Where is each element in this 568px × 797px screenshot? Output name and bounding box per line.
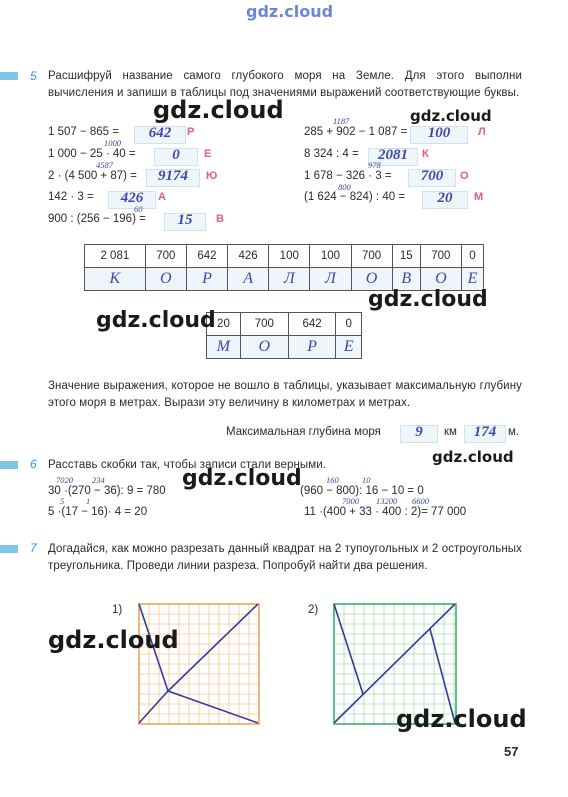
task-number: 5 <box>30 69 37 83</box>
handwritten-note: 7000 <box>342 496 359 506</box>
watermark: gdz.cloud <box>182 466 302 491</box>
equation: 30 ·(270 − 36): 9 = 780 <box>48 485 166 497</box>
m-box: 174 <box>464 425 506 443</box>
table-cell: 700 <box>351 245 392 268</box>
grid <box>139 604 259 724</box>
letter: К <box>422 148 429 160</box>
watermark: gdz.cloud <box>410 107 492 125</box>
table-cell: 700 <box>420 245 461 268</box>
solution-label: 1) <box>112 604 123 616</box>
answer-box: 642 <box>134 126 186 144</box>
table-cell: Р <box>186 268 227 291</box>
table-cell: 700 <box>145 245 186 268</box>
task-marker <box>0 461 18 469</box>
watermark: gdz.cloud <box>246 2 334 21</box>
watermark: gdz.cloud <box>368 287 488 312</box>
handwritten-note: 800 <box>338 182 351 192</box>
letter: Л <box>478 126 486 138</box>
expression: 285 + 902 − 1 087 = <box>304 126 408 138</box>
table-cell: В <box>392 268 420 291</box>
table-cell: О <box>420 268 461 291</box>
task-text: Расшифруй название самого глубокого моря на Земле. Для этого выполни вычисления и запиши в таблицы под значениями выражений соответствующие буквы. <box>48 70 522 99</box>
handwritten-note: 5 <box>60 496 65 506</box>
m-unit: м. <box>508 426 520 438</box>
answer-box: 15 <box>164 213 206 231</box>
letter: М <box>474 191 484 203</box>
cipher-table-2 <box>206 312 362 359</box>
task-number: 6 <box>30 457 37 471</box>
handwritten-note: 60 <box>134 204 143 214</box>
answer-box: 9174 <box>146 169 200 187</box>
letter: Е <box>204 148 212 160</box>
handwritten-note: 4587 <box>96 160 113 170</box>
expression: (1 624 − 824) : 40 = <box>304 191 406 203</box>
letter: Ю <box>206 170 218 182</box>
expression: 1 678 − 326 · 3 = <box>304 170 392 182</box>
table-cell: 642 <box>186 245 227 268</box>
answer-box: 0 <box>154 148 198 166</box>
answer-box: 2081 <box>368 148 418 166</box>
watermark: gdz.cloud <box>48 626 179 654</box>
answer-box: 20 <box>422 191 468 209</box>
task-marker <box>0 545 18 553</box>
table-cell: 642 <box>288 313 336 336</box>
depth-text: Значение выражения, которое не вошло в таблицы, указывает максимальную глубину этого моря в метрах. Вырази эту величину в километрах и метрах. <box>48 380 522 409</box>
table-cell: Л <box>310 268 351 291</box>
table-cell: 0 <box>336 313 362 336</box>
letter: А <box>158 191 166 203</box>
letter: О <box>460 170 469 182</box>
watermark: gdz.cloud <box>153 96 284 124</box>
depth-label: Максимальная глубина моря <box>226 426 381 438</box>
table-cell: Л <box>269 268 310 291</box>
equation: 11 ·(400 + 33 · 400 : 2)= 77 000 <box>304 506 467 518</box>
handwritten-note: 160 <box>326 475 339 485</box>
table-cell: Р <box>288 336 336 359</box>
watermark: gdz.cloud <box>396 705 527 733</box>
handwritten-note: 1 <box>86 496 91 506</box>
page-number: 57 <box>504 744 519 759</box>
task-text: Расставь скобки так, чтобы записи стали верными. <box>48 459 327 471</box>
table-cell: 0 <box>461 245 483 268</box>
equation: 5 ·(17 − 16)· 4 = 20 <box>48 506 148 518</box>
task-text: Догадайся, как можно разрезать данный квадрат на 2 тупоугольных и 2 остроугольных треугольника. Проведи линии разреза. Попробуй найти два решения. <box>48 543 522 572</box>
table-cell: 100 <box>269 245 310 268</box>
answer-box: 700 <box>408 169 456 187</box>
letter: Р <box>187 126 195 138</box>
table-cell: О <box>351 268 392 291</box>
handwritten-note: 1187 <box>333 116 350 126</box>
table-cell: К <box>85 268 146 291</box>
handwritten-note: 13200 <box>376 496 398 506</box>
cipher-table <box>84 244 484 291</box>
handwritten-note: 10 <box>362 475 371 485</box>
table-cell: Е <box>461 268 483 291</box>
expression: 900 : (256 − 196) = <box>48 213 146 225</box>
table-cell: 700 <box>240 313 288 336</box>
letter: В <box>216 213 224 225</box>
expression: 1 507 − 865 = <box>48 126 119 138</box>
table-row-letters <box>207 336 362 359</box>
expression: 8 324 : 4 = <box>304 148 359 160</box>
table-cell: 20 <box>207 313 241 336</box>
km-unit: км <box>444 426 457 438</box>
answer-box: 100 <box>410 126 468 144</box>
watermark: gdz.cloud <box>96 308 216 333</box>
handwritten-note: 234 <box>92 475 105 485</box>
table-cell: 2 081 <box>85 245 146 268</box>
handwritten-note: 1000 <box>104 138 121 148</box>
table-row-values <box>85 245 484 268</box>
table-cell: О <box>240 336 288 359</box>
solution-label: 2) <box>308 604 319 616</box>
table-cell: А <box>228 268 269 291</box>
handwritten-note: 6600 <box>412 496 429 506</box>
watermark: gdz.cloud <box>432 448 514 466</box>
square-solution-1 <box>138 603 260 725</box>
km-box: 9 <box>400 425 438 443</box>
table-cell: 100 <box>310 245 351 268</box>
table-cell: Е <box>336 336 362 359</box>
handwritten-note: 978 <box>368 160 381 170</box>
table-cell: О <box>145 268 186 291</box>
table-cell: М <box>207 336 241 359</box>
task-marker <box>0 72 18 80</box>
table-cell: 15 <box>392 245 420 268</box>
answer-box: 426 <box>108 191 156 209</box>
expression: 142 · 3 = <box>48 191 94 203</box>
expression: 1 000 − 25 · 40 = <box>48 148 136 160</box>
equation: (960 − 800): 16 − 10 = 0 <box>300 485 424 497</box>
handwritten-note: 7020 <box>56 475 73 485</box>
table-cell: 426 <box>228 245 269 268</box>
expression: 2 · (4 500 + 87) = <box>48 170 137 182</box>
table-row-values <box>207 313 362 336</box>
task-number: 7 <box>30 541 37 555</box>
